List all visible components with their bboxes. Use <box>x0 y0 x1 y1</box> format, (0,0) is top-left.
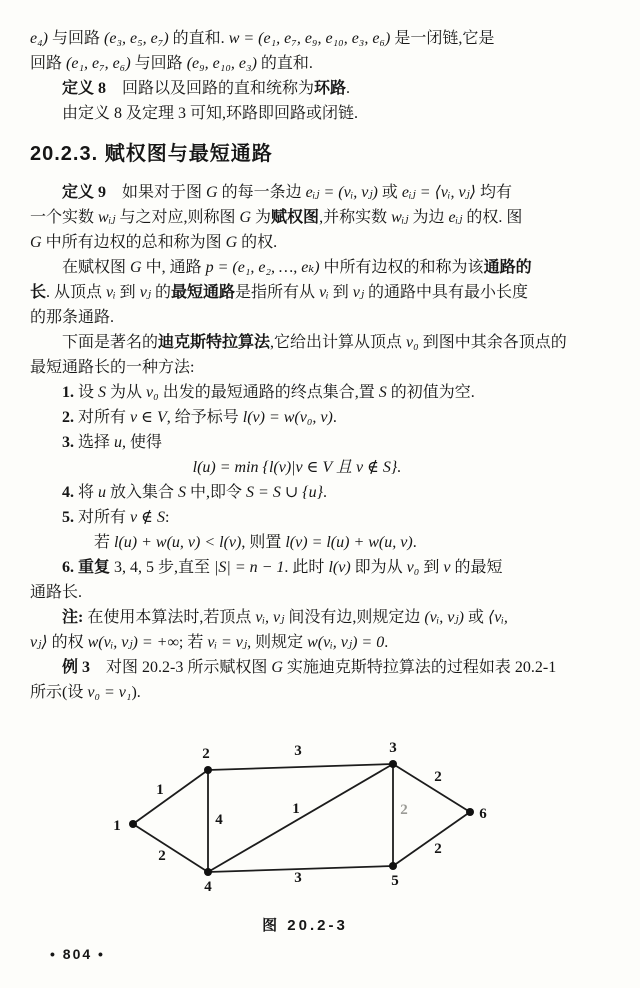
math-text: p = (e₁, e₂, …, eₖ) <box>205 259 320 276</box>
text-segment: 的权. 图 <box>462 209 523 226</box>
text-segment: 下面是著名的 <box>62 334 159 351</box>
math-text: G <box>30 234 42 251</box>
text-segment: 注: <box>62 609 84 626</box>
math-text: wᵢⱼ <box>391 209 409 226</box>
math-text: u <box>98 484 107 501</box>
graph-edge-1-2 <box>133 770 208 824</box>
text-segment: 迪克斯特拉算法 <box>158 334 271 351</box>
math-text: l(v) = w(v₀, v) <box>242 409 333 426</box>
text-line <box>30 255 614 280</box>
math-text: S = S ∪ {u} <box>246 484 324 501</box>
text-segment: 将 <box>74 484 99 501</box>
math-text: G <box>130 259 142 276</box>
text-segment: 的权. <box>237 234 278 251</box>
text-segment: 在使用本算法时,若顶点 <box>83 609 256 626</box>
text-segment: 的每一条边 <box>217 184 306 201</box>
text-line <box>30 505 614 530</box>
text-line <box>30 280 614 305</box>
text-segment: 实施迪克斯特拉算法的过程如表 20.2-1 <box>282 659 557 676</box>
text-segment: . <box>384 634 389 651</box>
text-line <box>30 330 614 355</box>
text-segment: 到图中其余各顶点的 <box>418 334 567 351</box>
text-segment: 例 3 <box>62 659 91 676</box>
text-segment: 定义 9 <box>62 184 107 201</box>
text-segment: 均有 <box>476 184 513 201</box>
text-segment: . 此时 <box>284 559 329 576</box>
text-segment: 是指所有从 <box>235 284 320 301</box>
text-line <box>30 101 614 126</box>
text-segment: 放入集合 <box>106 484 179 501</box>
node-label-4: 4 <box>204 879 212 895</box>
text-segment: 在赋权图 <box>62 259 131 276</box>
text-segment: 的最短 <box>450 559 503 576</box>
text-segment: . <box>412 534 417 551</box>
text-line <box>30 51 614 76</box>
text-segment: 3, 4, 5 步,直至 <box>110 559 215 576</box>
math-text: wᵢⱼ <box>98 209 116 226</box>
text-line <box>30 305 614 330</box>
text-segment: 定义 8 <box>62 80 107 97</box>
math-text: eᵢⱼ = (vᵢ, vⱼ) <box>305 184 378 201</box>
text-segment: : <box>164 509 170 526</box>
math-text: v ∈ V <box>130 409 167 426</box>
figure-caption: 图 20.2-3 <box>262 917 348 934</box>
text-segment: 到 <box>419 559 444 576</box>
node-label-5: 5 <box>391 873 399 889</box>
figure-graph <box>0 712 640 902</box>
text-segment: . <box>346 80 351 97</box>
edge-weight-label: 3 <box>294 870 302 886</box>
text-segment: 6. <box>62 559 74 576</box>
text-segment: . 从顶点 <box>46 284 107 301</box>
graph-edge-4-3 <box>208 764 393 872</box>
text-segment: 即为从 <box>350 559 407 576</box>
text-segment: 与之对应,则称图 <box>115 209 240 226</box>
text-segment: 设 <box>74 384 99 401</box>
text-segment: 到 <box>328 284 353 301</box>
math-text: u <box>114 434 123 451</box>
node-label-2: 2 <box>202 746 210 762</box>
text-line <box>30 380 614 405</box>
math-text: vᵢ, vⱼ <box>255 609 285 626</box>
page-number: • 804 • <box>50 946 105 962</box>
text-segment: 对图 20.2-3 所示赋权图 <box>90 659 272 676</box>
text-line <box>30 655 614 680</box>
edge-weight-label: 1 <box>156 782 164 798</box>
text-line <box>30 580 614 605</box>
edge-weight-label: 3 <box>294 743 302 759</box>
math-text: G <box>239 209 252 226</box>
text-segment: , 给予标号 <box>166 409 243 426</box>
text-segment: 重复 <box>78 559 111 576</box>
math-text: l(u) + w(u, v) < l(v) <box>114 534 242 551</box>
text-segment: 一个实数 <box>30 209 99 226</box>
text-segment: 对所有 <box>74 409 131 426</box>
text-segment: . <box>323 484 328 501</box>
graph-node-5 <box>389 862 397 870</box>
text-segment: 与回路 <box>130 55 187 72</box>
math-text: l(u) = min {l(v)|v ∈ V 且 v ∉ S}. <box>192 459 402 476</box>
text-segment: 为边 <box>408 209 449 226</box>
text-segment: 与回路 <box>48 30 105 47</box>
graph-edge-1-4 <box>133 824 208 872</box>
text-segment: ,它给出计算从顶点 <box>270 334 407 351</box>
text-line <box>30 230 614 255</box>
math-text: vᵢ = vⱼ <box>207 634 248 651</box>
math-text: v₀ <box>146 384 159 401</box>
math-text: v₀ <box>406 334 419 351</box>
text-segment: 若 <box>94 534 115 551</box>
text-line <box>30 355 614 380</box>
text-line <box>30 205 614 230</box>
text-segment: 3. <box>62 434 74 451</box>
text-segment: 的初值为空. <box>386 384 475 401</box>
text-segment: 5. <box>62 509 74 526</box>
graph-node-2 <box>204 766 212 774</box>
math-text: v ∉ S <box>130 509 165 526</box>
math-text: G <box>206 184 218 201</box>
math-text: S <box>378 384 387 401</box>
math-text: (vᵢ, vⱼ) <box>424 609 464 626</box>
text-segment: 的直和. <box>168 30 229 47</box>
math-text: v₀ = v₁ <box>87 684 132 701</box>
text-segment: 1. <box>62 384 74 401</box>
text-segment: 是一闭链,它是 <box>390 30 495 47</box>
text-segment: 的通路中具有最小长度 <box>364 284 529 301</box>
text-segment: , 则规定 <box>247 634 308 651</box>
text-line <box>30 480 614 505</box>
text-segment: 的那条通路. <box>30 309 115 326</box>
text-segment: 的 <box>151 284 172 301</box>
text-segment: 回路以及回路的直和统称为 <box>106 80 315 97</box>
math-text: |S| = n − 1 <box>214 559 285 576</box>
math-text: e₄) <box>30 30 48 47</box>
text-line <box>30 555 614 580</box>
math-text: (e₉, e₁₀, e₃) <box>186 55 257 72</box>
text-line <box>30 680 614 705</box>
math-text: l(v) = l(u) + w(u, v) <box>285 534 413 551</box>
node-label-6: 6 <box>479 806 487 822</box>
text-segment: 通路的 <box>483 259 532 276</box>
text-segment: . <box>332 409 337 426</box>
graph-edge-5-6 <box>393 812 470 866</box>
section-header <box>30 140 614 168</box>
text-segment: 为从 <box>106 384 147 401</box>
math-text: ⟨vᵢ, <box>487 609 508 626</box>
math-text: (e₁, e₇, e₆) <box>66 55 131 72</box>
text-segment: ,并称实数 <box>319 209 392 226</box>
text-segment: 回路 <box>30 55 67 72</box>
text-segment: 选择 <box>74 434 115 451</box>
text-segment: 长 <box>30 284 47 301</box>
math-text: eᵢⱼ <box>448 209 463 226</box>
text-segment: 对所有 <box>74 509 131 526</box>
edge-weight-label: 2 <box>158 848 166 864</box>
text-line <box>30 76 614 101</box>
text-segment: 所示(设 <box>30 684 88 701</box>
text-segment: 出发的最短通路的终点集合,置 <box>158 384 379 401</box>
math-text: vᵢ <box>106 284 116 301</box>
math-text: v <box>443 559 451 576</box>
math-text: l(v) <box>328 559 351 576</box>
math-text: w = (e₁, e₇, e₉, e₁₀, e₃, e₆) <box>228 30 391 47</box>
text-line <box>30 530 614 555</box>
text-segment: 为 <box>251 209 272 226</box>
edge-weight-label: 2 <box>434 841 442 857</box>
text-segment: 的直和. <box>256 55 313 72</box>
math-text: vⱼ <box>139 284 152 301</box>
graph-edge-2-3 <box>208 764 393 770</box>
text-segment: 中所有边权的总和称为图 <box>41 234 226 251</box>
text-line <box>30 180 614 205</box>
text-segment: 环路 <box>314 80 347 97</box>
edge-weight-label: 1 <box>292 801 300 817</box>
text-segment: 最短通路长的一种方法: <box>30 359 195 376</box>
text-segment: 或 <box>463 609 488 626</box>
node-label-3: 3 <box>389 740 397 756</box>
text-segment: 的权 <box>47 634 88 651</box>
text-segment: 赋权图 <box>271 209 320 226</box>
text-segment: 如果对于图 <box>106 184 207 201</box>
text-line <box>30 430 614 455</box>
text-segment: 间没有边,则规定边 <box>284 609 425 626</box>
math-text: S <box>98 384 107 401</box>
text-line <box>30 26 614 51</box>
math-text: v₀ <box>406 559 420 576</box>
text-line <box>30 605 614 630</box>
text-segment: 中所有边权的和称为该 <box>319 259 484 276</box>
text-segment: , 则置 <box>241 534 286 551</box>
text-segment: 由定义 8 及定理 3 可知,环路即回路或闭链. <box>62 105 359 122</box>
math-text: G <box>225 234 238 251</box>
math-text: w(vᵢ, vⱼ) = +∞ <box>87 634 179 651</box>
text-segment: 通路长. <box>30 584 83 601</box>
math-text: vⱼ <box>352 284 365 301</box>
graph-node-1 <box>129 820 137 828</box>
graph-node-3 <box>389 760 397 768</box>
math-text: S <box>178 484 187 501</box>
text-line <box>30 455 614 480</box>
math-text: vᵢ <box>319 284 329 301</box>
text-segment: , 使得 <box>122 434 163 451</box>
document-text <box>30 26 614 705</box>
text-line <box>30 405 614 430</box>
text-segment: ). <box>131 684 141 701</box>
text-segment: 最短通路 <box>171 284 236 301</box>
text-segment: 2. <box>62 409 74 426</box>
graph-node-4 <box>204 868 212 876</box>
text-line <box>30 630 614 655</box>
text-segment: 到 <box>115 284 140 301</box>
math-text: eᵢⱼ = ⟨vᵢ, vⱼ⟩ <box>401 184 477 201</box>
text-segment: 20.2.3. 赋权图与最短通路 <box>30 143 273 165</box>
math-text: w(vᵢ, vⱼ) = 0 <box>307 634 385 651</box>
node-label-1: 1 <box>113 818 121 834</box>
graph-node-6 <box>466 808 474 816</box>
edge-weight-label: 2 <box>434 769 442 785</box>
text-segment: ; 若 <box>178 634 208 651</box>
text-segment: 中,即令 <box>186 484 247 501</box>
math-text: G <box>271 659 283 676</box>
text-segment: 4. <box>62 484 74 501</box>
text-segment: 中, 通路 <box>141 259 206 276</box>
edge-weight-label: 4 <box>215 812 223 828</box>
math-text: (e₃, e₅, e₇) <box>104 30 169 47</box>
edge-weight-label: 2 <box>400 802 408 818</box>
text-segment: 或 <box>377 184 402 201</box>
weighted-graph-diagram <box>0 712 640 902</box>
math-text: vⱼ⟩ <box>30 634 48 651</box>
